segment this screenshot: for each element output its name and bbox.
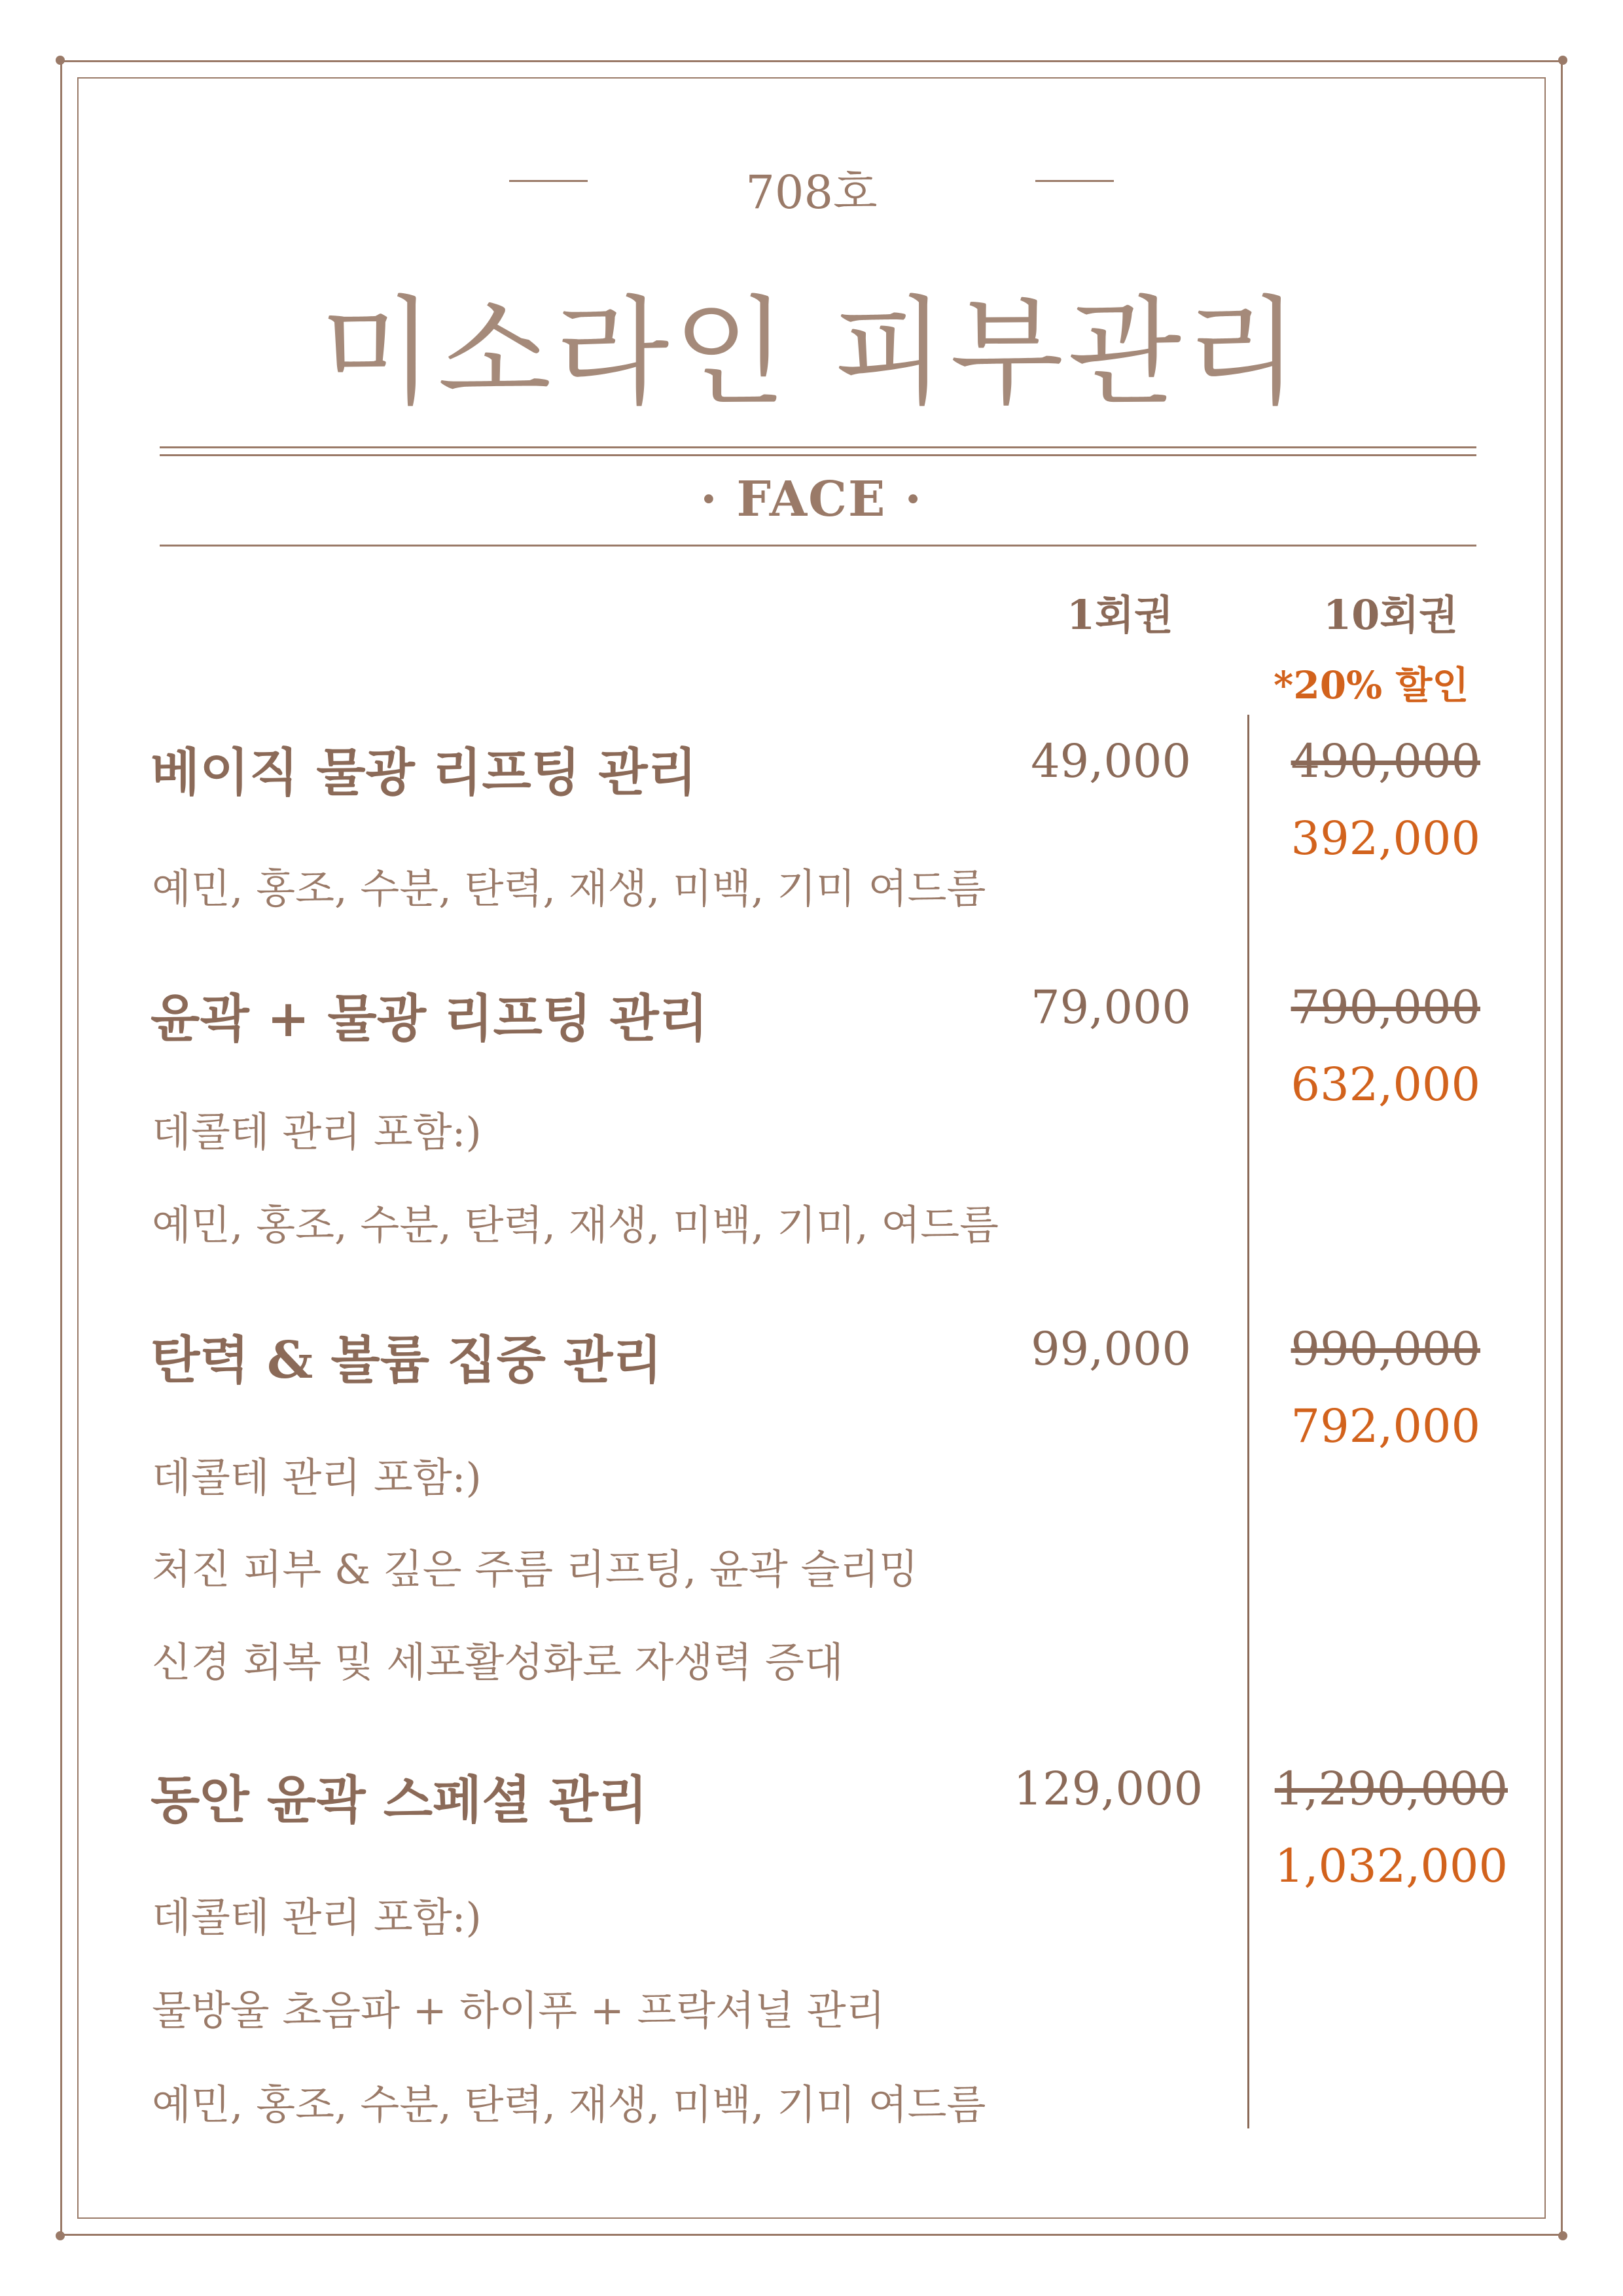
item-description: 데콜테 관리 포함:) [152, 1454, 482, 1501]
price-single: 79,000 [1031, 980, 1191, 1034]
item-name: 동안 윤곽 스페셜 관리 [151, 1770, 648, 1830]
room-right-rule [1035, 180, 1114, 182]
corner-dot-icon [56, 56, 65, 65]
corner-dot-icon [1558, 2231, 1567, 2240]
title-divider-bottom [160, 454, 1476, 456]
item-name: 윤곽 + 물광 리프팅 관리 [151, 989, 709, 1049]
section-divider [160, 545, 1476, 547]
item-description: 물방울 초음파 + 하이푸 + 프락셔널 관리 [152, 1986, 885, 2034]
column-header-single: 1회권 [1067, 591, 1173, 639]
price-ten-discounted: 1,032,000 [1274, 1839, 1508, 1893]
corner-dot-icon [56, 2231, 65, 2240]
price-single: 99,000 [1031, 1322, 1191, 1376]
section-title: · FACE · [700, 471, 923, 528]
item-name: 베이직 물광 리프팅 관리 [151, 743, 697, 802]
room-number: 708호 [745, 166, 878, 219]
corner-dot-icon [1558, 56, 1567, 65]
price-column-divider [1247, 715, 1249, 2128]
price-ten-discounted: 792,000 [1291, 1399, 1480, 1453]
price-ten-discounted: 392,000 [1291, 812, 1480, 865]
item-description: 처진 피부 & 깊은 주름 리프팅, 윤곽 슬리밍 [152, 1545, 919, 1593]
price-ten-original: 490,000 [1291, 734, 1480, 788]
discount-note: *20% 할인 [1274, 663, 1469, 708]
page-title: 미소라인 피부관리 [319, 285, 1304, 422]
item-description: 신경 회복 및 세포활성화로 자생력 증대 [152, 1638, 844, 1686]
item-name: 탄력 & 볼륨 집중 관리 [151, 1331, 662, 1390]
price-ten-discounted: 632,000 [1291, 1058, 1480, 1111]
item-description: 데콜테 관리 포함:) [152, 1893, 482, 1941]
price-single: 129,000 [1013, 1762, 1203, 1816]
item-description: 데콜테 관리 포함:) [152, 1108, 482, 1156]
item-description: 예민, 홍조, 수분, 탄력, 재생, 미백, 기미, 여드름 [152, 1201, 999, 1249]
item-description: 예민, 홍조, 수분, 탄력, 재생, 미백, 기미 여드름 [152, 865, 986, 912]
column-header-ten: 10회권 [1323, 591, 1459, 639]
price-ten-original: 990,000 [1291, 1322, 1480, 1376]
price-single: 49,000 [1031, 734, 1191, 788]
price-ten-original: 1,290,000 [1274, 1762, 1508, 1816]
title-divider-top [160, 446, 1476, 448]
price-ten-original: 790,000 [1291, 980, 1480, 1034]
item-description: 예민, 홍조, 수분, 탄력, 재생, 미백, 기미 여드름 [152, 2081, 986, 2128]
